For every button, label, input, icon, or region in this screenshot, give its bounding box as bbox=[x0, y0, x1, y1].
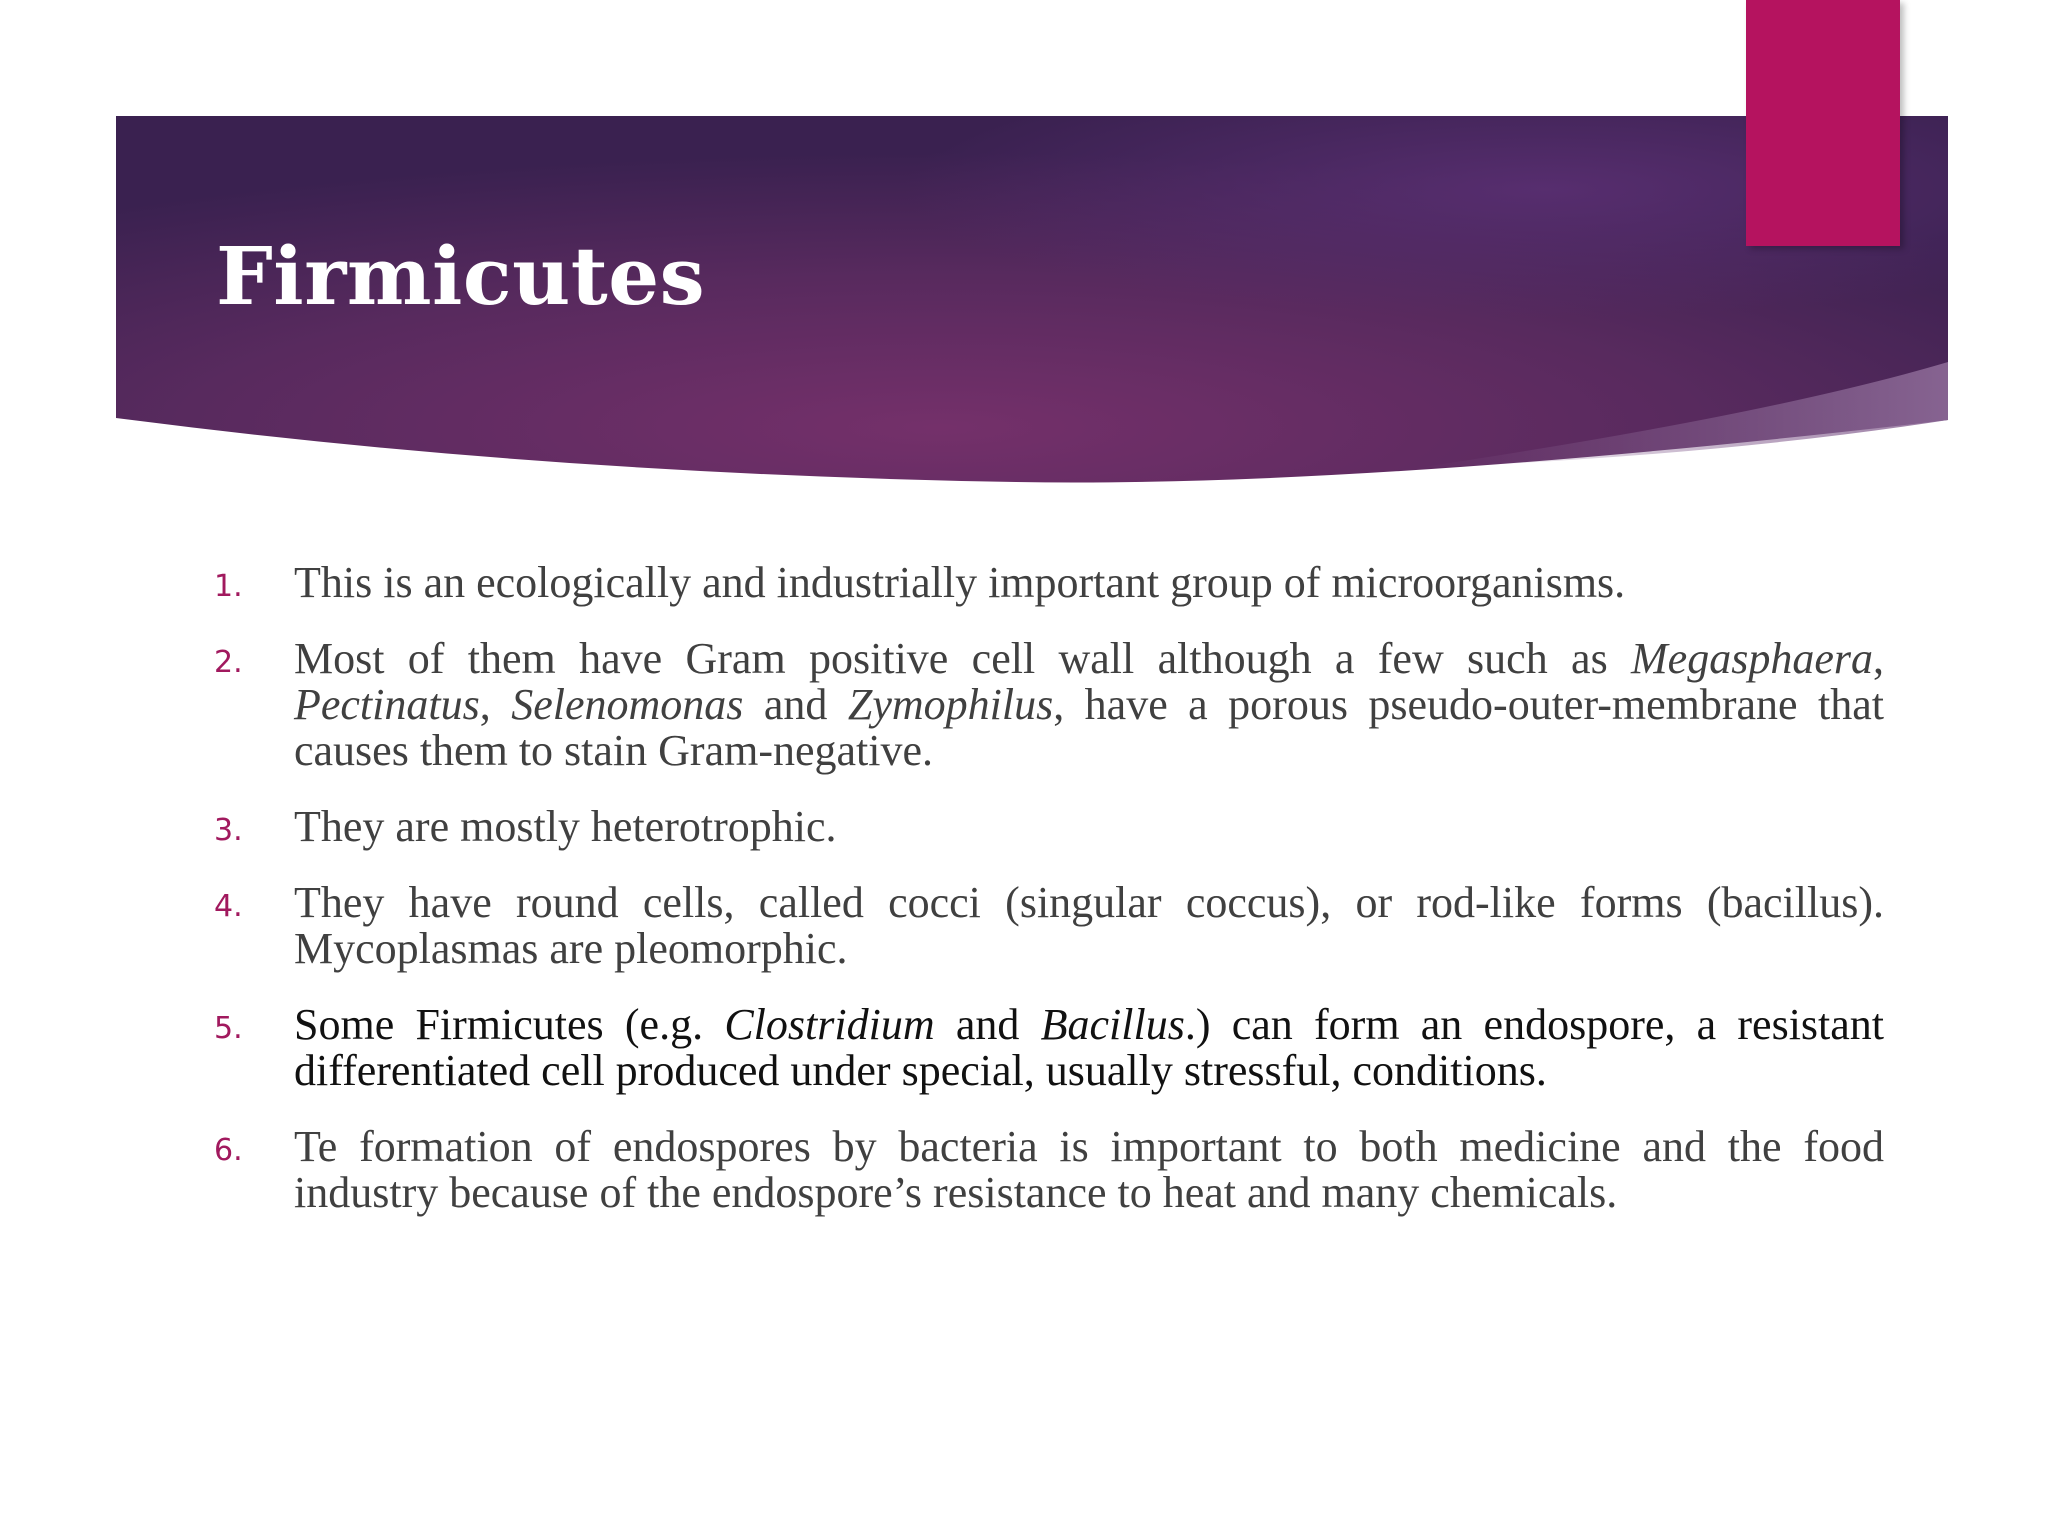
list-text: This is an ecologically and industrially important group of microorganisms. bbox=[294, 558, 1626, 607]
list-item bbox=[214, 1124, 1884, 1216]
list-number: 5. bbox=[214, 1011, 243, 1046]
list-item bbox=[214, 880, 1884, 972]
list-number: 6. bbox=[214, 1133, 243, 1168]
list-item bbox=[214, 636, 1884, 774]
list-text: Most of them have Gram positive cell wall although a few such as Megasphaera, Pectinatus, Selenomonas and Zymophilus, have a porous pseudo-outer-membrane that causes them to stain Gram-negative. bbox=[294, 634, 1885, 775]
list-text: They are mostly heterotrophic. bbox=[294, 802, 837, 851]
slide-title: Firmicutes bbox=[216, 229, 706, 323]
list-item bbox=[214, 560, 1884, 606]
numbered-list bbox=[214, 560, 1884, 1246]
list-text: Some Firmicutes (e.g. Clostridium and Bacillus.) can form an endospore, a resistant differentiated cell produced under special, usually stressful, conditions. bbox=[294, 1000, 1885, 1095]
list-text: They have round cells, called cocci (singular coccus), or rod-like forms (bacillus). Mycoplasmas are pleomorphic. bbox=[294, 878, 1884, 973]
list-item bbox=[214, 804, 1884, 850]
list-number: 4. bbox=[214, 889, 243, 924]
accent-tab bbox=[1746, 0, 1900, 246]
list-number: 2. bbox=[214, 645, 243, 680]
list-item bbox=[214, 1002, 1884, 1094]
list-text: Te formation of endospores by bacteria is important to both medicine and the food industry because of the endospore’s resistance to heat and many chemicals. bbox=[294, 1122, 1884, 1217]
list-number: 1. bbox=[214, 569, 243, 604]
list-number: 3. bbox=[214, 813, 243, 848]
